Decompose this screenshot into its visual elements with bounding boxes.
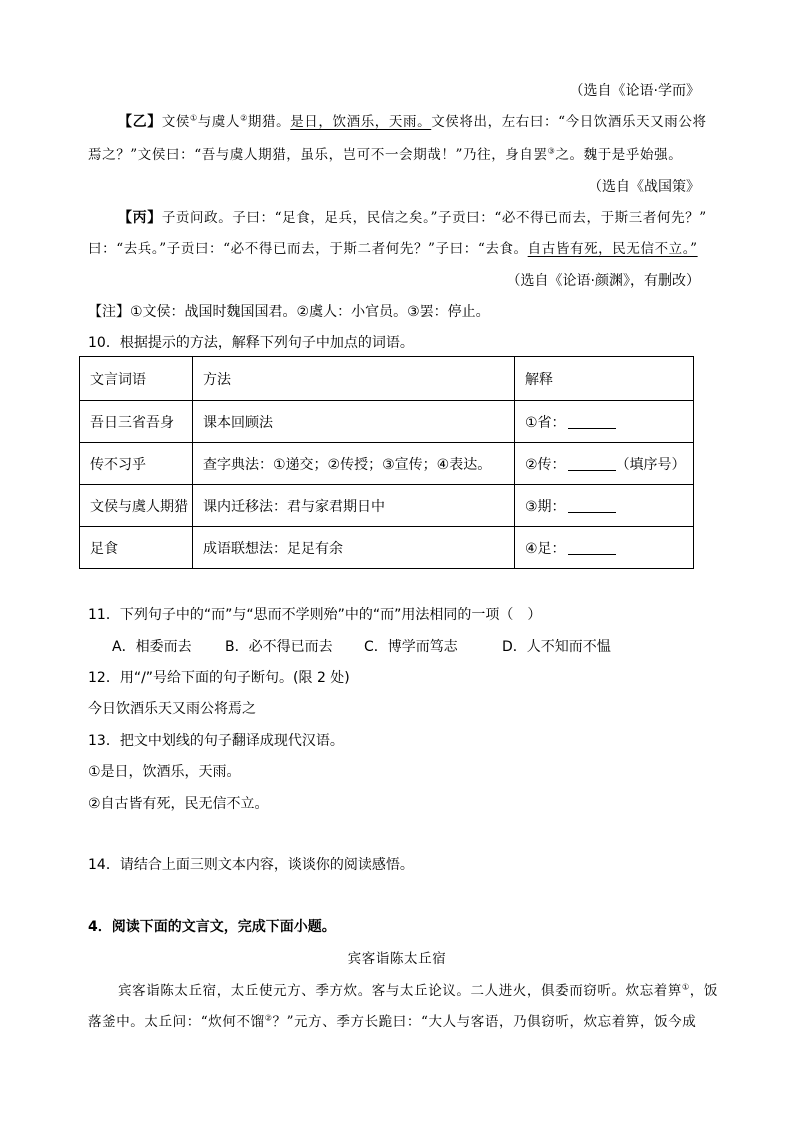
table-cell-explain [515,443,694,485]
passage-text: 子贡问政。子曰：“足食，足兵，民信之矣。”子贡曰：“必不得已而去，于斯三者何先？” [161,210,707,226]
answer-blank[interactable] [568,499,616,513]
table-row [80,443,694,485]
underlined-sentence-2: 自古皆有死，民无信不立。” [527,241,698,257]
passage-text: 文侯 [161,114,191,130]
source-lunyu-xueer: （选自《论语·学而》 [569,83,700,99]
question-10: 10．根据提示的方法，解释下列句子中加点的词语。 [88,335,414,351]
passage-bing-label: 【丙】 [118,210,162,226]
explain-suffix: （填序号） [615,456,686,473]
table-row [80,485,694,527]
passage-text: 期猎。 [247,114,291,130]
table-row [80,527,694,569]
option-c[interactable]: C．博学而笃志 [364,639,458,655]
section-4-text: 4．阅读下面的文言文，完成下面小题。 [88,919,336,935]
footnote-marker: ② [264,1013,273,1023]
passage-bing-line1 [118,209,707,227]
question-12-sentence: 今日饮酒乐天又雨公将焉之 [88,701,256,717]
footnote-marker: ① [682,982,690,992]
footnote-marker: ① [190,113,198,123]
question-13-item-2: ②自古皆有死，民无信不立。 [88,796,269,812]
passage-4-line2 [88,1013,696,1031]
question-12: 12．用“/”号给下面的句子断句。(限 2 处) [88,670,350,686]
answer-blank[interactable] [568,457,616,471]
table-cell-explain [515,485,694,527]
table-cell-explain [515,527,694,569]
option-a[interactable]: A．相委而去 [112,639,192,655]
table-header: 解释 [515,357,694,401]
passage-title: 宾客诣陈太丘宿 [347,951,447,967]
table-cell-explain [515,401,694,443]
question-11: 11．下列句子中的“而”与“思而不学则殆”中的“而”用法相同的一项（ ） [88,607,542,623]
table-cell-method: 查字典法：①递交；②传授；③宣传；④表达。 [193,443,515,485]
passage-text: 文侯将出，左右曰：“今日饮酒乐天又雨公将 [431,114,707,130]
underlined-sentence-1: 是日，饮酒乐，天雨。 [290,114,432,130]
table-cell-word: 传不习乎 [80,443,193,485]
passage-text: 落釜中。太丘问：“炊何不馏 [88,1014,265,1030]
table-cell-word: 足食 [80,527,193,569]
section-4-instruction [88,918,336,936]
table-cell-word: 吾日三省吾身 [80,401,193,443]
source-lunyu-yanyuan: （选自《论语·颜渊》，有删改） [506,273,700,289]
source-zhanguoce: （选自《战国策》 [588,179,700,195]
annotation-note: 【注】①文侯：战国时魏国国君。②虞人：小官员。③罢：停止。 [88,304,490,320]
explain-label: ①省： [525,414,566,431]
question-13: 13．把文中划线的句子翻译成现代汉语。 [88,733,344,749]
table-cell-word: 文侯与虞人期猎 [80,485,193,527]
passage-text: 宾客诣陈太丘宿，太丘使元方、季方炊。客与太丘论议。二人进火，俱委而窃听。炊忘着箅 [118,983,682,999]
explain-label: ②传： [525,456,566,473]
passage-4-line1 [118,982,718,1000]
answer-blank[interactable] [568,541,616,555]
footnote-marker: ③ [547,146,556,156]
table-header-row [80,357,694,401]
passage-text: ？”元方、季方长跪曰：“大人与客语，乃俱窃听，炊忘着箅，饭今成 [272,1014,697,1030]
passage-text: 与虞人 [197,114,241,130]
option-b[interactable]: B．必不得已而去 [225,639,333,655]
passage-yi-line1 [118,113,707,131]
option-d[interactable]: D．人不知而不愠 [502,639,611,655]
passage-text: ，饭 [689,983,718,999]
answer-blank[interactable] [568,415,616,429]
passage-text: 之。魏于是乎始强。 [555,147,683,163]
explain-label: ④足： [525,540,566,557]
passage-yi-label: 【乙】 [118,114,162,130]
question-14: 14．请结合上面三则文本内容，谈谈你的阅读感悟。 [88,857,414,873]
passage-bing-line2 [88,240,698,258]
table-cell-method: 成语联想法：足足有余 [193,527,515,569]
passage-yi-line2 [88,146,682,164]
table-cell-method: 课本回顾法 [193,401,515,443]
table-row [80,401,694,443]
table-header: 方法 [193,357,515,401]
passage-text: 曰：“去兵。”子贡曰：“必不得已而去，于斯二者何先？”子曰：“去食。 [88,241,528,257]
footnote-marker: ② [240,113,248,123]
explain-label: ③期： [525,498,566,515]
passage-text: 焉之？”文侯曰：“吾与虞人期猎，虽乐，岂可不一会期哉！”乃往，身自罢 [88,147,548,163]
vocabulary-table [79,356,694,569]
table-cell-method: 课内迁移法：君与家君期日中 [193,485,515,527]
question-13-item-1: ①是日，饮酒乐，天雨。 [88,764,241,780]
table-header: 文言词语 [80,357,193,401]
